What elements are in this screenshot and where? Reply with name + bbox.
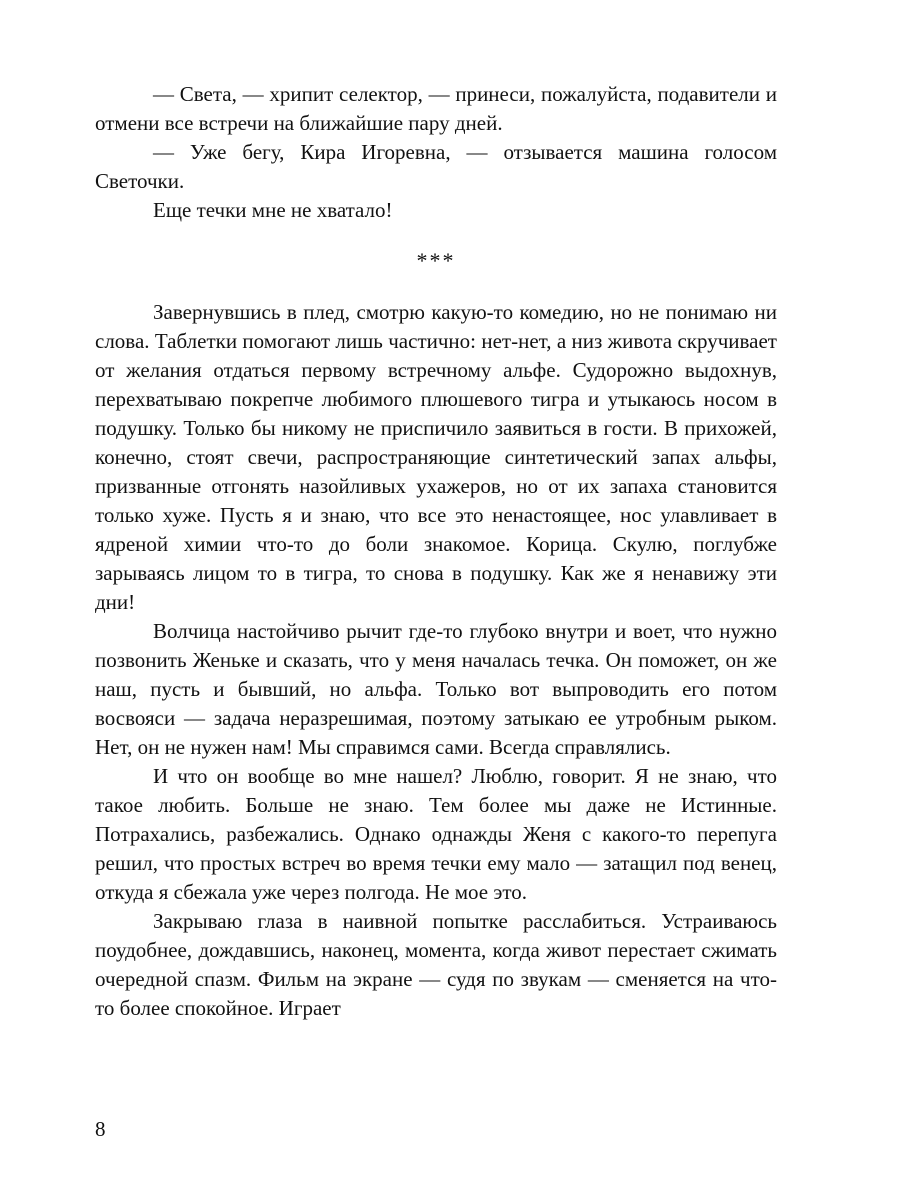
paragraph: Закрываю глаза в наивной попытке расслабиться. Устраиваюсь поудобнее, дождавшись, наконец, момента, когда живот перестает сжимать очередной спазм. Фильм на экране — судя по звукам — сменяется на что-то более спокойное. Играет: [95, 909, 777, 1020]
section-separator: ***: [416, 248, 456, 273]
paragraph: — Света, — хрипит селектор, — принеси, пожалуйста, подавители и отмени все встречи на ближайшие пару дней.: [95, 82, 777, 135]
paragraph: Еще течки мне не хватало!: [153, 198, 393, 222]
page-number: 8: [95, 1117, 106, 1141]
paragraph: Завернувшись в плед, смотрю какую-то комедию, но не понимаю ни слова. Таблетки помогают лишь частично: нет-нет, а низ живота скручивает от желания отдаться первому встречному альфе. Судорожно выдохнув, перехватываю покрепче любимого плюшевого тигра и утыкаюсь носом в подушку. Только бы никому не приспичило заявиться в гости. В прихожей, конечно, стоят свечи, распространяющие синтетический запах альфы, призванные отгонять назойливых ухажеров, но от их запаха становится только хуже. Пусть я и знаю, что все это ненастоящее, нос улавливает в ядреной химии что-то до боли знакомое. Корица. Скулю, поглубже зарываясь лицом то в тигра, то снова в подушку. Как же я ненавижу эти дни!: [95, 300, 777, 614]
paragraph: — Уже бегу, Кира Игоревна, — отзывается машина голосом Светочки.: [95, 140, 777, 193]
paragraph: Волчица настойчиво рычит где-то глубоко внутри и воет, что нужно позвонить Женьке и сказать, что у меня началась течка. Он поможет, он же наш, пусть и бывший, но альфа. Только вот выпроводить его потом восвояси — задача неразрешимая, поэтому затыкаю ее утробным рыком. Нет, он не нужен нам! Мы справимся сами. Всегда справлялись.: [95, 619, 777, 759]
paragraph: И что он вообще во мне нашел? Люблю, говорит. Я не знаю, что такое любить. Больше не знаю. Тем более мы даже не Истинные. Потрахались, разбежались. Однако однажды Женя с какого-то перепуга решил, что простых встреч во время течки ему мало — затащил под венец, откуда я сбежала уже через полгода. Не мое это.: [95, 764, 777, 904]
